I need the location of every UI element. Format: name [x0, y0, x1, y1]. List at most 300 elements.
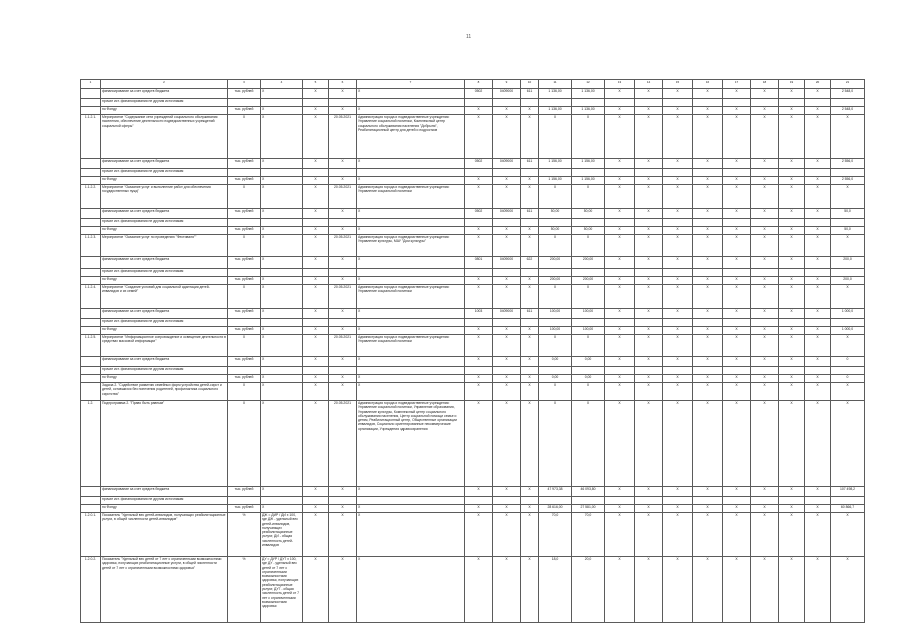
table-cell: Х — [261, 107, 303, 115]
table-cell: 100,00 — [539, 327, 572, 335]
table-cell — [228, 169, 261, 177]
table-cell: прочие ист. финансирования не другим источникам — [101, 367, 228, 375]
table-cell: Х — [663, 487, 693, 497]
table-cell: Х — [465, 383, 493, 401]
table-cell — [81, 99, 101, 107]
table-cell — [303, 169, 329, 177]
table-cell — [635, 169, 663, 177]
table-cell — [605, 169, 635, 177]
table-cell: Х — [779, 401, 805, 487]
table-cell: Х — [261, 375, 303, 383]
table-cell: по Фонду — [101, 505, 228, 513]
table-cell: по Фонду — [101, 327, 228, 335]
table-cell: Х — [723, 383, 751, 401]
table-cell: 2 548,0 — [831, 89, 865, 99]
table-cell: Х — [605, 185, 635, 209]
table-cell: Х — [831, 557, 865, 623]
table-cell: 0801 — [465, 257, 493, 269]
table-cell — [572, 219, 605, 227]
table-cell — [693, 497, 723, 505]
table-cell: 47 973,38 — [539, 487, 572, 497]
table-cell: 1 156,00 — [572, 159, 605, 169]
table-cell: Х — [779, 505, 805, 513]
table-row — [81, 257, 865, 269]
table-cell — [723, 497, 751, 505]
table-cell: Х — [261, 177, 303, 185]
table-cell: Х — [605, 257, 635, 269]
table-cell: 1.2. — [81, 401, 101, 487]
table-cell — [521, 367, 539, 375]
table-cell: Х — [723, 285, 751, 309]
table-cell: 1 156,00 — [572, 177, 605, 185]
table-cell: Х — [779, 327, 805, 335]
table-cell: Х — [723, 401, 751, 487]
table-cell: Х — [663, 257, 693, 269]
table-cell: Х — [493, 335, 521, 357]
table-cell: Х — [605, 89, 635, 99]
table-cell: Х — [539, 401, 572, 487]
table-cell: 200,00 — [539, 277, 572, 285]
table-cell: 100,00 — [572, 309, 605, 319]
table-cell: Х — [303, 107, 329, 115]
table-cell: Х — [779, 375, 805, 383]
table-cell: Х — [303, 335, 329, 357]
table-cell: 50,00 — [572, 209, 605, 219]
table-cell — [831, 169, 865, 177]
column-number-cell: 3 — [228, 80, 261, 89]
table-cell: Х — [805, 513, 831, 557]
table-cell: Х — [493, 357, 521, 367]
table-row — [81, 319, 865, 327]
table-cell: Х — [635, 235, 663, 257]
table-cell: Х — [635, 487, 663, 497]
table-cell: Х — [303, 487, 329, 497]
table-cell: Х — [605, 159, 635, 169]
table-cell — [831, 319, 865, 327]
table-cell — [723, 269, 751, 277]
table-cell — [465, 99, 493, 107]
column-number-cell: 15 — [663, 80, 693, 89]
table-cell: по Фонду — [101, 177, 228, 185]
table-cell — [303, 319, 329, 327]
table-cell: Х — [329, 513, 357, 557]
table-cell: тыс. рублей — [228, 227, 261, 235]
table-cell — [572, 269, 605, 277]
table-cell: Х — [723, 309, 751, 319]
table-cell: Х — [635, 89, 663, 99]
table-cell: Мероприятие "Содержание сети учреждений социального обслуживания населения, обеспечение деятельности подведомственных учреждений социальной сферы" — [101, 115, 228, 159]
table-cell: 0409000 — [493, 209, 521, 219]
table-cell: Х — [493, 401, 521, 487]
table-cell: Х — [751, 375, 779, 383]
table-cell: Х — [572, 115, 605, 159]
table-cell — [779, 99, 805, 107]
table-cell — [303, 269, 329, 277]
table-cell: Х — [751, 89, 779, 99]
table-cell: Администрация города и подведомственные учреждения: Управление культуры, МАУ "Дом культуры" — [357, 235, 465, 257]
table-cell: Х — [635, 185, 663, 209]
table-cell: Х — [751, 309, 779, 319]
table-cell — [357, 269, 465, 277]
table-cell: Х — [465, 285, 493, 309]
table-cell: Х — [303, 185, 329, 209]
table-cell — [751, 99, 779, 107]
table-cell: 60 866,7 — [831, 505, 865, 513]
table-cell: прочие ист. финансирования не другим источникам — [101, 319, 228, 327]
table-cell — [357, 367, 465, 375]
table-cell — [521, 99, 539, 107]
table-cell: Х — [539, 235, 572, 257]
table-cell — [805, 169, 831, 177]
table-cell: Х — [663, 89, 693, 99]
table-cell: Х — [261, 335, 303, 357]
table-cell: 1 136,00 — [572, 107, 605, 115]
table-cell: Х — [303, 115, 329, 159]
table-cell: Х — [605, 487, 635, 497]
table-cell — [357, 169, 465, 177]
table-cell: Х — [805, 115, 831, 159]
table-cell: 27 581,00 — [572, 505, 605, 513]
table-cell — [539, 99, 572, 107]
table-cell: Х — [261, 357, 303, 367]
table-cell: Х — [521, 357, 539, 367]
table-cell — [261, 497, 303, 505]
table-cell — [693, 169, 723, 177]
table-cell: Х — [521, 383, 539, 401]
table-cell: Х — [751, 357, 779, 367]
table-cell: 0409000 — [493, 89, 521, 99]
table-cell: 622 — [521, 257, 539, 269]
table-cell: Х — [539, 383, 572, 401]
table-cell — [81, 357, 101, 367]
table-cell — [521, 269, 539, 277]
table-cell: Х — [521, 401, 539, 487]
table-cell: Х — [261, 505, 303, 513]
table-cell: Х — [605, 557, 635, 623]
table-cell — [228, 367, 261, 375]
table-cell: Х — [779, 115, 805, 159]
column-number-cell: 17 — [723, 80, 751, 89]
table-cell — [693, 319, 723, 327]
table-cell: Х — [261, 89, 303, 99]
table-cell: Х — [521, 505, 539, 513]
table-cell: 200,00 — [572, 257, 605, 269]
table-cell: Х — [779, 557, 805, 623]
table-cell: тыс. рублей — [228, 327, 261, 335]
table-cell — [572, 497, 605, 505]
table-cell: 0,00 — [539, 357, 572, 367]
column-number-cell: 9 — [493, 80, 521, 89]
table-cell: Х — [493, 227, 521, 235]
table-cell: Х — [693, 277, 723, 285]
table-cell: 1.2.0.1. — [81, 513, 101, 557]
table-cell — [521, 169, 539, 177]
table-cell: Х — [303, 375, 329, 383]
table-cell: финансирование за счет средств бюджета — [101, 89, 228, 99]
table-cell: Х — [261, 209, 303, 219]
table-cell — [493, 219, 521, 227]
table-cell — [81, 383, 101, 401]
table-cell: финансирование за счет средств бюджета — [101, 257, 228, 269]
table-row — [81, 309, 865, 319]
table-cell: Х — [303, 235, 329, 257]
table-cell: Х — [751, 513, 779, 557]
table-cell — [261, 169, 303, 177]
table-row — [81, 235, 865, 257]
table-cell: 200,0 — [831, 257, 865, 269]
column-number-cell: 7 — [357, 80, 465, 89]
table-cell: Х — [465, 375, 493, 383]
table-cell: Х — [723, 185, 751, 209]
table-cell: Х — [493, 505, 521, 513]
table-cell — [81, 367, 101, 375]
table-cell: 107 498,2 — [831, 487, 865, 497]
table-cell: Х — [805, 401, 831, 487]
table-cell: Х — [521, 277, 539, 285]
table-cell: Администрация города и подведомственные учреждения: Управление социальной политики — [357, 185, 465, 209]
table-cell: Подпрограмма 2. "Право быть равным" — [101, 401, 228, 487]
table-cell: Х — [779, 309, 805, 319]
table-cell: Х — [751, 557, 779, 623]
table-cell: Х — [693, 401, 723, 487]
table-cell: Администрация города и подведомственные учреждения: Управление социальной политики, Управление образования, Управление культуры, Комплексный центр социального обслуживания населения, Центр социальной помощи семье и детям, Реабилитационный центр, Общественные организации инвалидов, Социально ориентированные некоммерческие организации, Учреждения здравоохранения — [357, 401, 465, 487]
table-cell: Х — [635, 277, 663, 285]
table-cell — [261, 319, 303, 327]
table-cell: Администрация города и подведомственные учреждения: Управление социальной политики — [357, 285, 465, 309]
table-cell: Х — [572, 401, 605, 487]
table-cell: Х — [723, 487, 751, 497]
table-cell: Х — [357, 309, 465, 319]
table-cell — [81, 169, 101, 177]
table-cell: 0409000 — [493, 257, 521, 269]
table-cell: Х — [521, 185, 539, 209]
table-cell: Х — [357, 327, 465, 335]
table-cell: тыс. рублей — [228, 107, 261, 115]
table-cell — [81, 497, 101, 505]
table-cell: Х — [751, 227, 779, 235]
table-cell: Х — [605, 235, 635, 257]
table-cell: Х — [493, 115, 521, 159]
table-cell — [521, 319, 539, 327]
table-cell: Х — [723, 209, 751, 219]
table-cell: Х — [521, 177, 539, 185]
table-cell — [605, 319, 635, 327]
table-cell — [329, 497, 357, 505]
table-cell: Х — [779, 277, 805, 285]
table-cell: 20.05.2021 — [329, 235, 357, 257]
table-cell: Х — [465, 227, 493, 235]
table-cell — [493, 497, 521, 505]
table-cell: Х — [521, 235, 539, 257]
table-cell — [723, 99, 751, 107]
table-cell — [805, 319, 831, 327]
table-cell: Х — [521, 115, 539, 159]
table-cell — [605, 219, 635, 227]
table-row — [81, 177, 865, 185]
table-cell: Х — [329, 277, 357, 285]
table-cell: Х — [329, 257, 357, 269]
table-cell: Х — [831, 235, 865, 257]
table-cell: 50,00 — [539, 227, 572, 235]
table-cell: Х — [663, 159, 693, 169]
table-cell: 50,0 — [831, 227, 865, 235]
table-cell: Х — [605, 107, 635, 115]
table-cell — [465, 219, 493, 227]
table-cell — [357, 497, 465, 505]
table-cell: Х — [539, 335, 572, 357]
table-cell: Х — [635, 401, 663, 487]
table-cell: Х — [723, 335, 751, 357]
table-cell — [357, 319, 465, 327]
table-cell — [357, 219, 465, 227]
table-row — [81, 375, 865, 383]
table-cell: Х — [329, 89, 357, 99]
table-cell — [751, 319, 779, 327]
table-row — [81, 169, 865, 177]
table-row — [81, 401, 865, 487]
table-cell: Х — [693, 177, 723, 185]
table-cell: Х — [303, 557, 329, 623]
table-cell: Х — [261, 277, 303, 285]
table-cell: Х — [465, 401, 493, 487]
table-cell — [81, 89, 101, 99]
table-cell: тыс. рублей — [228, 159, 261, 169]
table-cell: Х — [465, 513, 493, 557]
table-row — [81, 497, 865, 505]
column-number-cell: 12 — [572, 80, 605, 89]
table-cell: Х — [805, 505, 831, 513]
table-cell: Х — [228, 285, 261, 309]
table-cell: Х — [605, 383, 635, 401]
table-cell — [663, 497, 693, 505]
table-cell: Х — [303, 285, 329, 309]
table-cell: 50,0 — [831, 209, 865, 219]
table-cell: Х — [539, 115, 572, 159]
table-cell: Х — [357, 277, 465, 285]
table-cell: Х — [805, 177, 831, 185]
table-cell: 0409000 — [493, 159, 521, 169]
table-cell: 611 — [521, 89, 539, 99]
table-row — [81, 99, 865, 107]
table-cell — [81, 375, 101, 383]
table-cell: Х — [261, 257, 303, 269]
table-cell: Х — [261, 327, 303, 335]
table-cell: Х — [303, 277, 329, 285]
table-cell: Х — [723, 89, 751, 99]
table-cell: Х — [228, 115, 261, 159]
table-cell — [493, 319, 521, 327]
table-cell: Х — [635, 375, 663, 383]
table-cell: Х — [693, 557, 723, 623]
table-cell: Х — [723, 235, 751, 257]
table-cell: Х — [357, 505, 465, 513]
table-cell: Х — [521, 375, 539, 383]
table-cell: прочие ист. финансирования не другим источникам — [101, 497, 228, 505]
table-cell — [493, 269, 521, 277]
table-row — [81, 557, 865, 623]
table-cell: Х — [663, 357, 693, 367]
table-cell: Х — [779, 513, 805, 557]
table-cell — [805, 367, 831, 375]
table-cell: Х — [357, 177, 465, 185]
table-row — [81, 367, 865, 375]
table-cell: Х — [465, 185, 493, 209]
column-number-cell: 4 — [261, 80, 303, 89]
table-cell: Х — [723, 375, 751, 383]
table-cell: Х — [605, 401, 635, 487]
table-cell: Х — [831, 335, 865, 357]
table-cell: Х — [751, 383, 779, 401]
table-cell — [303, 497, 329, 505]
table-cell: финансирование за счет средств бюджета — [101, 209, 228, 219]
table-cell — [261, 367, 303, 375]
table-cell: 50,00 — [539, 209, 572, 219]
table-cell: 2 548,0 — [831, 107, 865, 115]
table-cell: Х — [805, 557, 831, 623]
table-cell: Х — [329, 327, 357, 335]
page-number: 11 — [466, 34, 472, 40]
table-cell: Задача 2. "Содействие развитию семейных форм устройства детей-сирот и детей, оставшихся без попечения родителей, профилактика социального сиротства" — [101, 383, 228, 401]
table-cell: 611 — [521, 209, 539, 219]
table-cell: Х — [493, 285, 521, 309]
table-cell: Х — [303, 505, 329, 513]
table-row — [81, 513, 865, 557]
table-cell — [805, 269, 831, 277]
table-cell: Х — [329, 209, 357, 219]
table-cell: Х — [572, 285, 605, 309]
table-row — [81, 185, 865, 209]
table-cell: Х — [303, 89, 329, 99]
table-cell: Х — [329, 309, 357, 319]
table-cell: 200,0 — [831, 277, 865, 285]
table-cell: Х — [329, 557, 357, 623]
table-cell: Х — [465, 557, 493, 623]
table-cell: Х — [493, 235, 521, 257]
table-cell: Х — [663, 209, 693, 219]
table-cell: Х — [605, 285, 635, 309]
table-cell: Х — [329, 159, 357, 169]
table-cell: Х — [751, 487, 779, 497]
table-cell: 1 136,00 — [539, 89, 572, 99]
table-cell: 20.05.2021 — [329, 185, 357, 209]
table-cell: Х — [751, 177, 779, 185]
table-cell: Х — [751, 235, 779, 257]
table-cell: 0502 — [465, 159, 493, 169]
table-cell: Х — [831, 401, 865, 487]
table-row — [81, 327, 865, 335]
table-cell — [521, 219, 539, 227]
table-cell: Х — [693, 309, 723, 319]
table-cell: Х — [779, 383, 805, 401]
table-cell: Х — [521, 557, 539, 623]
table-cell: 1.2.0.2. — [81, 557, 101, 623]
table-cell: Х — [635, 357, 663, 367]
table-cell: Х — [465, 107, 493, 115]
table-cell — [81, 319, 101, 327]
table-cell: Х — [228, 335, 261, 357]
table-cell: тыс. рублей — [228, 277, 261, 285]
table-cell: Х — [228, 401, 261, 487]
table-cell: Х — [751, 505, 779, 513]
table-cell: 1.1.2.2. — [81, 185, 101, 209]
table-cell: Х — [663, 401, 693, 487]
table-cell: Х — [805, 375, 831, 383]
table-cell: Х — [805, 277, 831, 285]
table-cell — [572, 319, 605, 327]
table-cell: Х — [261, 309, 303, 319]
table-cell: финансирование за счет средств бюджета — [101, 159, 228, 169]
table-cell — [303, 219, 329, 227]
